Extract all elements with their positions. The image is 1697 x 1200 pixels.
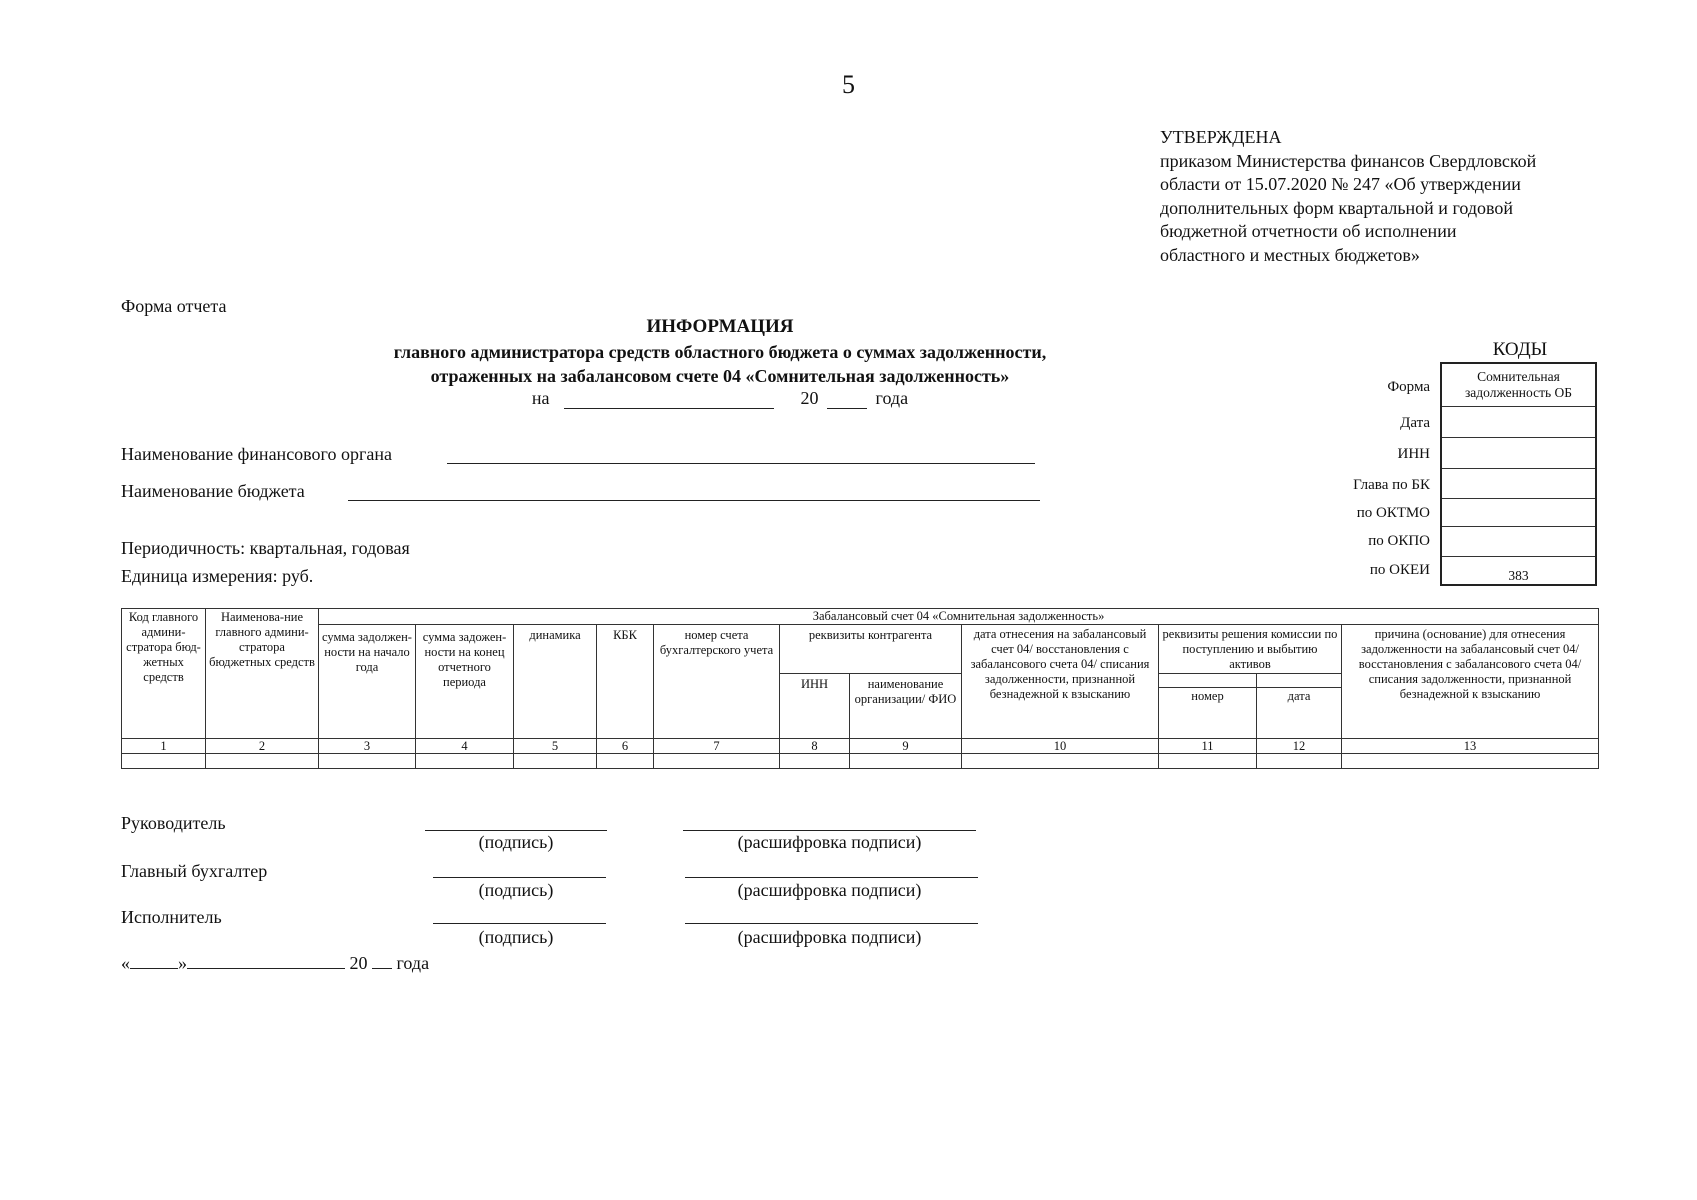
budget-input-line[interactable] bbox=[348, 500, 1040, 501]
header-contractor-group: реквизиты контрагента bbox=[780, 625, 962, 674]
code-value-okei[interactable]: 383 bbox=[1441, 557, 1596, 586]
chief-decoding-line[interactable] bbox=[685, 877, 978, 878]
signing-date bbox=[121, 953, 429, 974]
year-prefix: 20 bbox=[800, 388, 819, 408]
codes-title: КОДЫ bbox=[1492, 339, 1548, 360]
head-decoding-line[interactable] bbox=[683, 830, 976, 831]
table-cell[interactable] bbox=[597, 754, 654, 769]
table-cell[interactable] bbox=[122, 754, 206, 769]
table-cell[interactable] bbox=[514, 754, 597, 769]
debt-table bbox=[121, 608, 1599, 769]
code-value-form[interactable]: Сомнительная задолженность ОБ bbox=[1441, 363, 1596, 407]
column-number: 4 bbox=[416, 739, 514, 754]
code-value-chapter[interactable] bbox=[1441, 469, 1596, 499]
codes-table bbox=[1440, 362, 1597, 586]
code-value-oktmo[interactable] bbox=[1441, 499, 1596, 527]
document-subtitle bbox=[240, 341, 1200, 388]
fin-org-field bbox=[121, 444, 1041, 470]
date-close-quote: » bbox=[178, 953, 187, 973]
chief-signature-line[interactable] bbox=[433, 877, 606, 878]
approval-line: областного и местных бюджетов» bbox=[1160, 244, 1420, 265]
column-number: 1 bbox=[122, 739, 206, 754]
code-label-okpo: по ОКПО bbox=[1368, 533, 1430, 549]
column-number: 5 bbox=[514, 739, 597, 754]
header-group: Забалансовый счет 04 «Сомнительная задолженность» bbox=[319, 609, 1599, 625]
approval-line: приказом Министерства финансов Свердловской bbox=[1160, 150, 1537, 171]
approval-line: дополнительных форм квартальной и годовой bbox=[1160, 197, 1514, 218]
head-label: Руководитель bbox=[121, 813, 226, 833]
codes-labels bbox=[1280, 0, 1430, 600]
header-col5: динамика bbox=[514, 625, 597, 739]
column-number: 13 bbox=[1342, 739, 1599, 754]
column-number: 6 bbox=[597, 739, 654, 754]
column-number: 7 bbox=[654, 739, 780, 754]
header-col6: КБК bbox=[597, 625, 654, 739]
approval-line: бюджетной отчетности об исполнении bbox=[1160, 221, 1457, 241]
column-number: 2 bbox=[206, 739, 319, 754]
date-open-quote: « bbox=[121, 953, 130, 973]
periodicity-text: Периодичность: квартальная, годовая bbox=[121, 538, 410, 558]
table-cell[interactable] bbox=[1159, 754, 1257, 769]
code-value-inn[interactable] bbox=[1441, 438, 1596, 469]
budget-label: Наименование бюджета bbox=[121, 481, 305, 501]
code-value-date[interactable] bbox=[1441, 407, 1596, 438]
executor-label: Исполнитель bbox=[121, 907, 222, 927]
form-label: Форма отчета bbox=[121, 296, 227, 316]
signature-caption: (подпись) bbox=[478, 927, 554, 947]
table-row bbox=[122, 754, 1599, 769]
fin-org-label: Наименование финансового органа bbox=[121, 444, 392, 464]
document-title: ИНФОРМАЦИЯ bbox=[646, 316, 794, 337]
code-label-inn: ИНН bbox=[1397, 446, 1430, 462]
signing-year-prefix: 20 bbox=[349, 953, 368, 973]
column-number: 9 bbox=[850, 739, 962, 754]
column-number-row bbox=[122, 739, 1599, 754]
header-col10: дата отнесения на забалансовый счет 04/ восстановления с забалансового счета 04/ списания задолженности, признанной безнадежной к взысканию bbox=[962, 625, 1159, 739]
page-number: 5 bbox=[842, 70, 855, 99]
header-decision-spacer bbox=[1257, 674, 1342, 688]
header-col12: дата bbox=[1257, 688, 1342, 739]
signing-year-suffix: года bbox=[396, 953, 430, 973]
month-blank[interactable] bbox=[187, 968, 345, 969]
table-cell[interactable] bbox=[1257, 754, 1342, 769]
header-col11: номер bbox=[1159, 688, 1257, 739]
day-blank[interactable] bbox=[130, 968, 178, 969]
header-decision-group: реквизиты решения комиссии по поступлению и выбытию активов bbox=[1159, 625, 1342, 674]
header-col4: сумма задожен-ности на конец отчетного периода bbox=[416, 625, 514, 739]
column-number: 11 bbox=[1159, 739, 1257, 754]
header-col3: сумма задолжен-ности на начало года bbox=[319, 625, 416, 739]
executor-decoding-line[interactable] bbox=[685, 923, 978, 924]
column-number: 3 bbox=[319, 739, 416, 754]
report-date-line bbox=[300, 388, 1140, 409]
header-col7: номер счета бухгалтерского учета bbox=[654, 625, 780, 739]
code-label-form: Форма bbox=[1387, 379, 1430, 395]
decoding-caption: (расшифровка подписи) bbox=[737, 880, 922, 900]
table-cell[interactable] bbox=[1342, 754, 1599, 769]
decoding-caption: (расшифровка подписи) bbox=[737, 927, 922, 947]
code-label-chapter: Глава по БК bbox=[1353, 477, 1430, 493]
table-cell[interactable] bbox=[654, 754, 780, 769]
column-number: 10 bbox=[962, 739, 1159, 754]
budget-field bbox=[121, 481, 1041, 507]
header-col1: Код главного админи-стратора бюд-жетных средств bbox=[122, 609, 206, 739]
head-signature-line[interactable] bbox=[425, 830, 607, 831]
date-prefix: на bbox=[531, 388, 550, 408]
code-label-date: Дата bbox=[1400, 415, 1430, 431]
fin-org-input-line[interactable] bbox=[447, 463, 1035, 464]
year-blank[interactable] bbox=[827, 408, 867, 409]
approval-line: области от 15.07.2020 № 247 «Об утверждении bbox=[1160, 174, 1521, 194]
executor-signature-line[interactable] bbox=[433, 923, 606, 924]
code-label-okei: по ОКЕИ bbox=[1369, 562, 1430, 578]
table-cell[interactable] bbox=[780, 754, 850, 769]
header-col8: ИНН bbox=[780, 674, 850, 739]
code-value-okpo[interactable] bbox=[1441, 527, 1596, 557]
table-cell[interactable] bbox=[319, 754, 416, 769]
approval-heading: УТВЕРЖДЕНА bbox=[1160, 127, 1282, 147]
table-cell[interactable] bbox=[850, 754, 962, 769]
subtitle-line: отраженных на забалансовом счете 04 «Сомнительная задолженность» bbox=[430, 365, 1010, 386]
header-col2: Наименова-ние главного админи-стратора бюджетных средств bbox=[206, 609, 319, 739]
code-label-oktmo: по ОКТМО bbox=[1356, 505, 1430, 521]
date-blank[interactable] bbox=[564, 408, 774, 409]
unit-text: Единица измерения: руб. bbox=[121, 566, 314, 586]
table-cell[interactable] bbox=[206, 754, 319, 769]
signature-caption: (подпись) bbox=[478, 832, 554, 852]
subtitle-line: главного администратора средств областного бюджета о суммах задолженности, bbox=[393, 342, 1047, 362]
chief-accountant-label: Главный бухгалтер bbox=[121, 861, 268, 881]
header-col9: наименование организации/ ФИО bbox=[850, 674, 962, 739]
header-decision-spacer bbox=[1159, 674, 1257, 688]
year-suffix: года bbox=[875, 388, 909, 408]
column-number: 12 bbox=[1257, 739, 1342, 754]
decoding-caption: (расшифровка подписи) bbox=[737, 832, 922, 852]
signature-caption: (подпись) bbox=[478, 880, 554, 900]
column-number: 8 bbox=[780, 739, 850, 754]
table-cell[interactable] bbox=[416, 754, 514, 769]
header-col13: причина (основание) для отнесения задолженности на забалансовый счет 04/ восстановления с забалансового счета 04/ списания задолженности, признанной безнадежной к взысканию bbox=[1342, 625, 1599, 739]
table-cell[interactable] bbox=[962, 754, 1159, 769]
signing-year-blank[interactable] bbox=[372, 968, 392, 969]
